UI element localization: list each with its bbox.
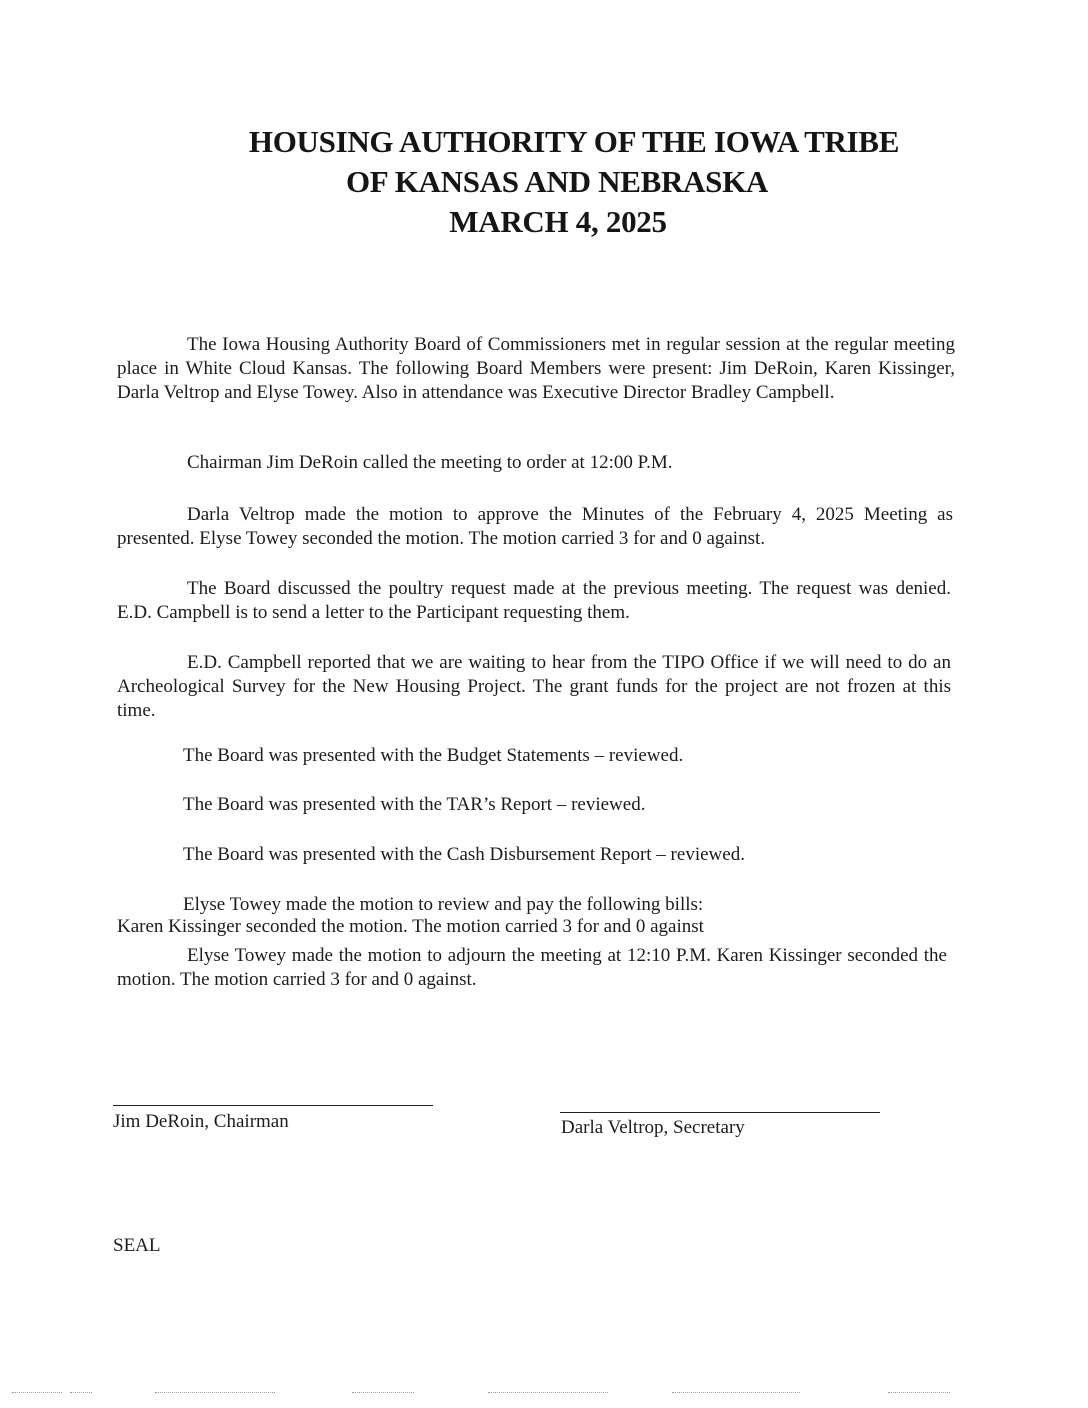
paragraph-minutes-motion: Darla Veltrop made the motion to approve the Minutes of the February 4, 2025 Meeting as presented. Elyse Towey seconded the motion. The motion carried 3 for and 0 against. <box>117 504 953 549</box>
paragraph-cash-disbursement: The Board was presented with the Cash Disbursement Report – reviewed. <box>183 844 745 865</box>
paragraph-bills-motion: Elyse Towey made the motion to review and pay the following bills: <box>183 894 704 915</box>
paragraph-attendance: The Iowa Housing Authority Board of Commissioners met in regular session at the regular meeting place in White Cloud Kansas. The following Board Members were present: Jim DeRoin, Karen Kissinger, Darla Veltrop and Elyse Towey. Also in attendance was Executive Director Bradley Campbell. <box>117 334 955 403</box>
paragraph-adjourn-motion: Elyse Towey made the motion to adjourn the meeting at 12:10 P.M. Karen Kissinger seconded the motion. The motion carried 3 for and 0 against. <box>117 945 947 990</box>
scan-artifact-dots <box>0 1392 1088 1398</box>
chairman-signature-line <box>113 1105 433 1106</box>
paragraph-budget-statements: The Board was presented with the Budget Statements – reviewed. <box>183 745 684 766</box>
document-title <box>0 122 1088 242</box>
paragraph-bills-second: Karen Kissinger seconded the motion. The motion carried 3 for and 0 against <box>117 916 704 937</box>
paragraph-tipo-report: E.D. Campbell reported that we are waiting to hear from the TIPO Office if we will need to do an Archeological Survey for the New Housing Project. The grant funds for the project are not frozen at this time. <box>117 652 951 721</box>
title-line-region: OF KANSAS AND NEBRASKA <box>345 164 768 199</box>
secretary-signature-line <box>560 1112 880 1113</box>
paragraph-tars-report: The Board was presented with the TAR’s Report – reviewed. <box>183 794 646 815</box>
chairman-signature-label: Jim DeRoin, Chairman <box>113 1111 289 1132</box>
title-line-organization: HOUSING AUTHORITY OF THE IOWA TRIBE <box>248 124 900 159</box>
seal-label: SEAL <box>113 1235 161 1256</box>
title-line-date: MARCH 4, 2025 <box>449 204 667 239</box>
secretary-signature-label: Darla Veltrop, Secretary <box>561 1117 745 1138</box>
paragraph-poultry-request: The Board discussed the poultry request made at the previous meeting. The request was denied. E.D. Campbell is to send a letter to the Participant requesting them. <box>117 578 951 623</box>
paragraph-call-to-order: Chairman Jim DeRoin called the meeting to order at 12:00 P.M. <box>187 452 673 473</box>
